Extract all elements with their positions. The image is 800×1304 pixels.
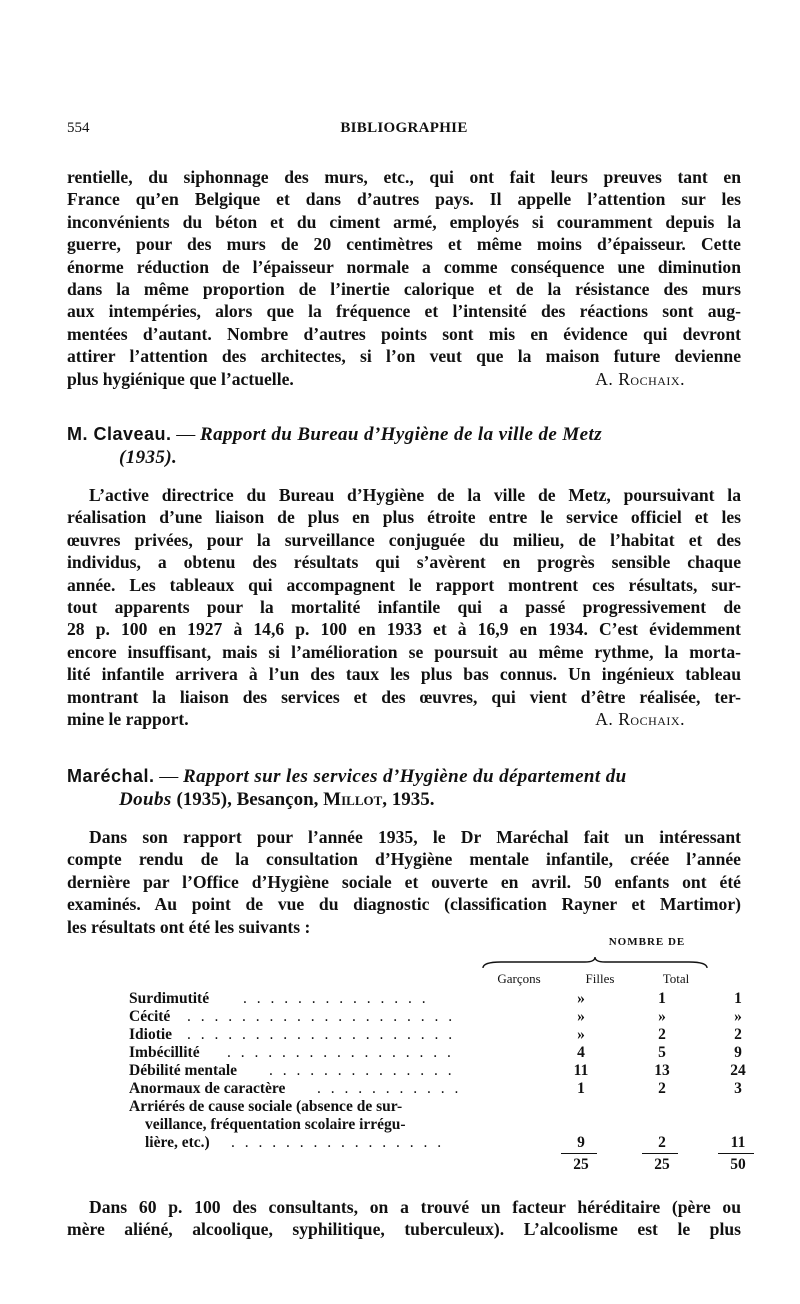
text-line: 28 p. 100 en 1927 à 14,6 p. 100 en 1933 et à 16,9 en 1934. C’est évidemment (67, 619, 741, 640)
text-line: rentielle, du siphonnage des murs, etc., qui ont fait leurs preuves tant en (67, 167, 741, 187)
text-line: mère aliéné, alcoolique, syphilitique, tuberculeux). L’alcoolisme est le plus (67, 1219, 741, 1240)
dot-leader: . . . . . . . . . . . . . . . . . . . . (187, 1008, 456, 1025)
row-label: Anormaux de caractère (129, 1080, 286, 1097)
page-header (67, 120, 741, 144)
diagnosis-table (67, 936, 746, 1176)
text-line: lité infantile arrivera à l’un des taux les plus bas connus. Un ingénieux tableau (67, 664, 741, 685)
table-row (129, 1134, 746, 1152)
review-signature: A. Rochaix. (595, 368, 685, 389)
table-row (129, 1026, 741, 1044)
text-line: tout apparents pour la mortalité infantile qui a passé progressivement de (67, 596, 741, 617)
review-title-line2 (67, 788, 741, 811)
total-garcons: 25 (573, 1156, 589, 1173)
review-signature: A. Rochaix. (595, 708, 685, 729)
dot-leader: . . . . . . . . . . . . . . (243, 990, 429, 1007)
table-row (129, 1008, 741, 1026)
cell-total: 1 (734, 990, 742, 1007)
sum-rule (642, 1153, 678, 1154)
review-heading-marechal (67, 765, 741, 811)
total-total: 50 (730, 1156, 746, 1173)
cell-total: 24 (730, 1062, 746, 1079)
publisher-year: , 1935. (382, 789, 435, 810)
publisher-city: , Besançon, (227, 789, 319, 810)
paragraph-continuation (67, 166, 741, 390)
review-title: Rapport du Bureau d’Hygiène de la ville de Metz (200, 424, 602, 445)
row-label: Imbécillité (129, 1044, 200, 1061)
page-number: 554 (67, 120, 90, 136)
column-header-filles: Filles (585, 971, 615, 986)
table-row (129, 1062, 746, 1080)
table-group-header: NOMBRE DE (608, 936, 686, 948)
text-line: dernière par l’Office d’Hygiène sociale et ouverte en avril. 50 enfants ont été (67, 871, 741, 892)
review-title: Rapport sur les services d’Hygiène du département du (183, 766, 627, 787)
paragraph-claveau (67, 484, 741, 730)
row-label: Surdimutité (129, 990, 210, 1007)
sum-rule (718, 1153, 754, 1154)
table-row (129, 1080, 741, 1098)
review-heading-claveau (67, 423, 741, 469)
heading-dash: — (176, 424, 196, 445)
cell-filles: » (658, 1008, 666, 1025)
running-title: BIBLIOGRAPHIE (340, 120, 468, 136)
text-line: dans la même proportion de l’inertie calorique et de la résistance des murs (67, 278, 741, 299)
text-line: les résultats ont été les suivants : (67, 916, 311, 937)
text-line: encore insuffisant, mais si l’amélioration se poursuit au même rythme, la morta- (67, 641, 741, 662)
cell-garcons: » (577, 1008, 585, 1025)
paragraph-marechal (67, 826, 741, 938)
text-line: plus hygiénique que l’actuelle. (67, 368, 294, 389)
cell-total: 3 (734, 1080, 742, 1097)
text-line: Dans 60 p. 100 des consultants, on a trouvé un facteur héréditaire (père ou (89, 1197, 741, 1217)
paragraph-conclusion (67, 1196, 741, 1241)
row-label: Cécité (129, 1008, 171, 1025)
heading-dash: — (159, 766, 179, 787)
review-title-place: Doubs (119, 789, 172, 810)
cell-filles: 2 (658, 1080, 666, 1097)
cell-total: 2 (734, 1026, 742, 1043)
table-row (129, 1044, 741, 1062)
text-line-with-signature (67, 708, 741, 730)
review-author: M. Claveau. (67, 424, 172, 444)
dot-leader: . . . . . . . . . . . . . . . . . (227, 1044, 454, 1061)
text-line-with-signature (67, 368, 741, 390)
text-line: attirer l’attention des architectes, si l’on veut que la maison future devienne (67, 346, 741, 367)
cell-garcons: 4 (577, 1044, 585, 1061)
text-line: guerre, pour des murs de 20 centimètres et même moins d’épaisseur. Cette (67, 234, 741, 255)
text-line: France qu’en Belgique et dans d’autres pays. Il appelle l’attention sur les (67, 189, 741, 210)
text-line: mentées d’autant. Nombre d’autres points sont mis en évidence qui devront (67, 323, 741, 344)
table-row (129, 990, 741, 1008)
text-line: montrant la liaison des services et des œuvres, qui vient d’être réalisée, ter- (67, 686, 741, 707)
row-label: lière, etc.) (145, 1134, 210, 1151)
table-brace (481, 956, 709, 970)
text-line: individus, a obtenu des résultats qui s’avèrent en progrès sensible chaque (67, 552, 741, 573)
row-label: Débilité mentale (129, 1062, 238, 1079)
sum-rule (561, 1153, 597, 1154)
text-line: L’active directrice du Bureau d’Hygiène de la ville de Metz, poursuivant la (89, 485, 741, 505)
cell-filles: 13 (654, 1062, 670, 1079)
table-totals-row (129, 1156, 746, 1174)
column-header-total: Total (662, 971, 690, 986)
cell-total: 11 (730, 1134, 746, 1151)
total-filles: 25 (654, 1156, 670, 1173)
cell-garcons: 1 (577, 1080, 585, 1097)
cell-filles: 2 (658, 1134, 666, 1151)
publisher-name: Millot (323, 789, 383, 810)
row-label: Idiotie (129, 1026, 173, 1043)
cell-filles: 1 (658, 990, 666, 1007)
text-line: réalisation d’une liaison de plus en plus étroite entre le service officiel et les (67, 507, 741, 528)
dot-leader: . . . . . . . . . . . . . . . . . . . . (187, 1026, 456, 1043)
text-line: œuvres privées, pour la surveillance conjuguée du milieu, de l’habitat et des (67, 529, 741, 550)
text-line: inconvénients du béton et du ciment armé, employés si couramment depuis la (67, 211, 741, 232)
dot-leader: . . . . . . . . . . . . . . . . (231, 1134, 445, 1151)
cell-filles: 5 (658, 1044, 666, 1061)
text-line: aux intempéries, alors que la fréquence et l’intensité des réactions sont aug- (67, 301, 741, 322)
text-line: Dans son rapport pour l’année 1935, le Dr Maréchal fait un intéressant (89, 827, 741, 847)
row-label: Arriérés de cause sociale (absence de sur- (129, 1098, 403, 1115)
text-line: mine le rapport. (67, 708, 189, 729)
cell-total: » (734, 1008, 742, 1025)
cell-total: 9 (734, 1044, 742, 1061)
cell-garcons: 11 (573, 1062, 589, 1079)
text-line: année. Les tableaux qui accompagnent le rapport montrent ces résultats, sur- (67, 574, 741, 595)
review-author: Maréchal. (67, 766, 155, 786)
table-row (129, 1098, 741, 1116)
row-label: veillance, fréquentation scolaire irrégu- (145, 1116, 406, 1133)
cell-filles: 2 (658, 1026, 666, 1043)
cell-garcons: » (577, 1026, 585, 1043)
column-header-garcons: Garçons (497, 971, 541, 986)
text-line: énorme réduction de l’épaisseur normale a comme conséquence une diminution (67, 256, 741, 277)
cell-garcons: » (577, 990, 585, 1007)
text-line: examinés. Au point de vue du diagnostic (classification Rayner et Martimor) (67, 894, 741, 915)
review-title-year: (1935). (119, 447, 178, 468)
dot-leader: . . . . . . . . . . . . . . (269, 1062, 455, 1079)
cell-garcons: 9 (577, 1134, 585, 1151)
table-row (129, 1116, 741, 1134)
dot-leader: . . . . . . . . . . . (317, 1080, 462, 1097)
text-line: compte rendu de la consultation d’Hygiène mentale infantile, créée l’année (67, 849, 741, 870)
review-title-year: (1935) (176, 789, 228, 810)
